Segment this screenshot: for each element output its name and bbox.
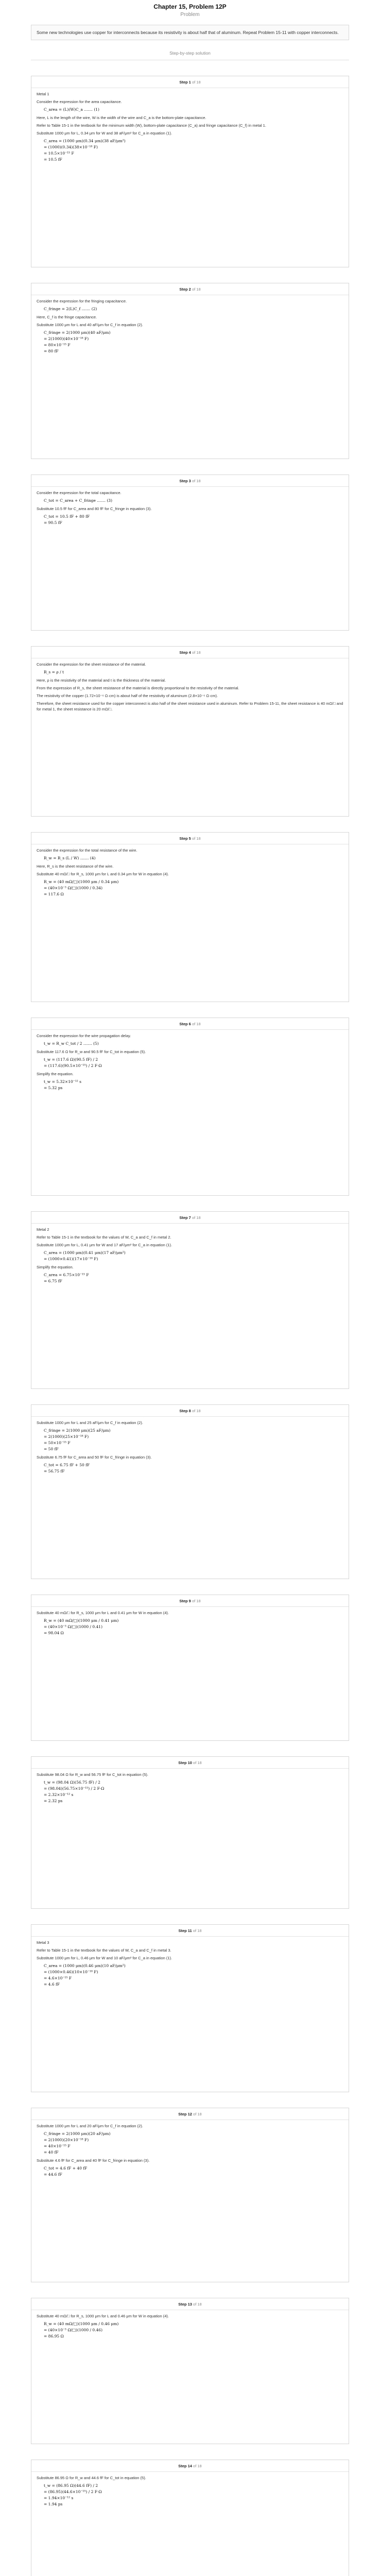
equation-line: = 80 fF xyxy=(44,349,59,353)
step-count: of 18 xyxy=(192,650,201,655)
equation-line: R_w = R_s (L / W) ....... (4) xyxy=(44,856,96,860)
step-title xyxy=(37,1408,343,1414)
step-1 xyxy=(31,76,349,267)
step-label: Step 3 xyxy=(179,479,191,483)
equation xyxy=(44,1963,343,1987)
step-body xyxy=(37,1227,343,1284)
step-title xyxy=(37,79,343,85)
step-text: Metal 2 xyxy=(37,1227,49,1232)
step-count: of 18 xyxy=(193,2464,202,2468)
step-count: of 18 xyxy=(193,2302,202,2307)
equation-line: = 2.32×10⁻¹² s xyxy=(44,1792,74,1797)
equation xyxy=(44,330,343,354)
step-label: Step 7 xyxy=(179,1215,191,1220)
step-8 xyxy=(31,1404,349,1579)
step-title xyxy=(37,2463,343,2469)
equation-line: = (98.04)(56.75×10⁻¹⁵) / 2 F·Ω xyxy=(44,1786,105,1791)
step-text: Consider the expression for the area capacitance. xyxy=(37,99,122,104)
equation-line: = 40 fF xyxy=(44,2150,59,2155)
equation-line: = 1.94×10⁻¹² s xyxy=(44,2496,74,2500)
equation-line: R_s = ρ / t xyxy=(44,670,64,674)
equation-line: = 2(1000)(40×10⁻¹⁸ F) xyxy=(44,336,89,341)
step-text: Substitute 1000 μm for L and 20 aF/μm for C_f in equation (2). xyxy=(37,2124,143,2128)
equation xyxy=(44,879,343,897)
equation xyxy=(44,1057,343,1069)
step-body xyxy=(37,490,343,526)
equation-line: C_tot = 10.5 fF + 80 fF xyxy=(44,514,90,519)
equation-line: = (1000×0.41)(17×10⁻¹⁸ F) xyxy=(44,1257,98,1261)
equation-line: = 80×10⁻¹⁵ F xyxy=(44,343,71,347)
step-count: of 18 xyxy=(192,479,201,483)
step-count: of 18 xyxy=(192,80,201,84)
equation-line: C_fringe = 2(1000 μm)(20 aF/μm) xyxy=(44,2131,111,2136)
step-divider xyxy=(31,1936,349,1937)
step-text: Consider the expression for the fringing capacitance. xyxy=(37,299,127,303)
equation xyxy=(44,2131,343,2155)
step-count: of 18 xyxy=(192,1599,201,1603)
equation-line: = 56.75 fF xyxy=(44,1469,65,1473)
step-count: of 18 xyxy=(192,836,201,841)
equation-line: C_area = (1000 μm)(0.46 μm)(10 aF/μm²) xyxy=(44,1963,126,1968)
equation xyxy=(44,1272,343,1284)
step-text: Simplify the equation. xyxy=(37,1072,74,1076)
equation xyxy=(44,1428,343,1452)
step-text: Here, R_s is the sheet resistance of the wire. xyxy=(37,864,114,869)
step-divider xyxy=(31,1606,349,1607)
step-5 xyxy=(31,832,349,1002)
page-title: Chapter 15, Problem 12P xyxy=(153,3,227,10)
step-label: Step 8 xyxy=(179,1409,191,1413)
equation-line: = 6.75 fF xyxy=(44,1279,62,1283)
equation-line: C_area = 6.75×10⁻¹⁵ F xyxy=(44,1273,89,1277)
step-label: Step 10 xyxy=(178,1760,192,1765)
step-label: Step 14 xyxy=(178,2464,192,2468)
step-title xyxy=(37,1021,343,1027)
step-10 xyxy=(31,1756,349,1909)
step-divider xyxy=(31,1416,349,1417)
step-text: Simplify the equation. xyxy=(37,1265,74,1269)
equation-line: C_fringe = 2(1000 μm)(40 aF/μm) xyxy=(44,330,111,335)
step-title xyxy=(37,650,343,655)
step-text: Consider the expression for the total capacitance. xyxy=(37,490,122,495)
step-body xyxy=(37,662,343,712)
equation-line: C_area = (1000 μm)(0.34 μm)(38 aF/μm²) xyxy=(44,139,126,143)
step-body xyxy=(37,848,343,897)
step-text: From the expression of R_s, the sheet resistance of the material is directly proportional to the resistivity of the material. xyxy=(37,686,239,690)
step-title xyxy=(37,1215,343,1221)
equation xyxy=(44,107,343,112)
step-title xyxy=(37,478,343,484)
equation-line: = 2(1000)(25×10⁻¹⁸ F) xyxy=(44,1434,89,1439)
equation xyxy=(44,1250,343,1262)
step-text: Substitute 1000 μm for L and 40 aF/μm for C_f in equation (2). xyxy=(37,323,143,327)
step-title xyxy=(37,1598,343,1604)
step-divider xyxy=(31,1029,349,1030)
step-count: of 18 xyxy=(192,1409,201,1413)
equation xyxy=(44,498,343,503)
step-divider xyxy=(31,1223,349,1224)
equation-line: R_w = (40 mΩ/□)(1000 μm / 0.41 μm) xyxy=(44,1618,119,1623)
equation-line: t_w = (117.6 Ω)(90.5 fF) / 2 xyxy=(44,1057,98,1062)
equation xyxy=(44,306,343,312)
step-title xyxy=(37,286,343,292)
equation-line: = 117.6 Ω xyxy=(44,892,64,896)
equation-line: = 50×10⁻¹⁵ F xyxy=(44,1440,71,1445)
step-11 xyxy=(31,1924,349,2092)
step-text: Substitute 40 mΩ/□ for R_s, 1000 μm for L and 0.41 μm for W in equation (4). xyxy=(37,1611,169,1615)
step-body xyxy=(37,1610,343,1636)
equation xyxy=(44,669,343,675)
equation-line: C_tot = 4.6 fF + 40 fF xyxy=(44,2166,88,2171)
step-count: of 18 xyxy=(193,2112,202,2116)
step-label: Step 6 xyxy=(179,1022,191,1026)
equation-line: = (40×10⁻³ Ω/□)(1000 / 0.41) xyxy=(44,1624,103,1629)
equation-line: R_w = (40 mΩ/□)(1000 μm / 0.34 μm) xyxy=(44,879,119,884)
equation xyxy=(44,1780,343,1804)
equation-line: = 40×10⁻¹⁵ F xyxy=(44,2144,71,2148)
step-text: Substitute 86.95 Ω for R_w and 44.6 fF for C_tot in equation (5). xyxy=(37,2476,146,2480)
equation-line: = 86.95 Ω xyxy=(44,2334,64,2338)
step-text: Metal 1 xyxy=(37,92,49,96)
step-9 xyxy=(31,1595,349,1741)
equation xyxy=(44,2165,343,2177)
equation-line: = 44.6 fF xyxy=(44,2172,62,2177)
equation-line: = 4.6 fF xyxy=(44,1982,60,1987)
step-text: Consider the expression for the sheet resistance of the material. xyxy=(37,662,146,667)
equation-line: = (86.95)(44.6×10⁻¹⁵) / 2 F·Ω xyxy=(44,2489,102,2494)
step-body xyxy=(37,298,343,354)
step-6 xyxy=(31,1018,349,1196)
step-text: Substitute 40 mΩ/□ for R_s, 1000 μm for L and 0.34 μm for W in equation (4). xyxy=(37,872,169,876)
step-title xyxy=(37,1760,343,1766)
step-text: Substitute 1000 μm for L, 0.41 μm for W and 17 aF/μm² for C_a in equation (1). xyxy=(37,1243,172,1247)
equation xyxy=(44,2321,343,2339)
equation xyxy=(44,138,343,162)
equation xyxy=(44,2483,343,2507)
step-label: Step 11 xyxy=(178,1928,192,1933)
step-label: Step 12 xyxy=(178,2112,192,2116)
equation xyxy=(44,1618,343,1636)
equation-line: = 2.32 ps xyxy=(44,1799,63,1803)
step-text: Substitute 1000 μm for L, 0.34 μm for W and 38 aF/μm² for C_a in equation (1). xyxy=(37,131,172,135)
problem-label: Problem xyxy=(180,12,200,18)
step-text: Substitute 40 mΩ/□ for R_s, 1000 μm for L and 0.46 μm for W in equation (4). xyxy=(37,2314,169,2318)
equation-line: = 50 fF xyxy=(44,1447,59,1451)
step-body xyxy=(37,91,343,162)
solution-label: Step-by-step solution xyxy=(169,50,211,56)
step-body xyxy=(37,1420,343,1474)
step-text: Refer to Table 15-1 in the textbook for the values of W, C_a and C_f in metal 3. xyxy=(37,1948,171,1953)
equation-line: = (117.6)(90.5×10⁻¹⁵) / 2 F·Ω xyxy=(44,1063,102,1068)
equation-line: t_w = R_w C_tot / 2 ....... (5) xyxy=(44,1041,99,1046)
page-header xyxy=(0,0,380,18)
equation-line: = (40×10⁻³ Ω/□)(1000 / 0.46) xyxy=(44,2328,103,2332)
step-label: Step 2 xyxy=(179,287,191,292)
equation xyxy=(44,1462,343,1474)
step-text: Substitute 1000 μm for L, 0.46 μm for W and 10 aF/μm² for C_a in equation (1). xyxy=(37,1956,172,1960)
step-label: Step 5 xyxy=(179,836,191,841)
equation-line: C_fringe = 2(L)C_f ....... (2) xyxy=(44,307,97,311)
equation-line: C_fringe = 2(1000 μm)(25 aF/μm) xyxy=(44,1428,111,1433)
step-title xyxy=(37,2301,343,2307)
equation-line: t_w = (98.04 Ω)(56.75 fF) / 2 xyxy=(44,1780,100,1785)
step-text: Refer to Table 15-1 in the textbook for the minimum width (W), bottom-plate capacitance (C_a) and fringe capacitance (C_f) in metal 1. xyxy=(37,123,266,128)
equation xyxy=(44,1041,343,1046)
step-text: Substitute 10.5 fF for C_area and 80 fF for C_fringe in equation (3). xyxy=(37,506,152,511)
step-2 xyxy=(31,283,349,459)
step-body xyxy=(37,2475,343,2507)
step-count: of 18 xyxy=(192,287,201,292)
step-text: Here, L is the length of the wire, W is the width of the wire and C_a is the bottom-plate capacitance. xyxy=(37,115,206,120)
step-14 xyxy=(31,2460,349,2576)
problem-statement: Some new technologies use copper for interconnects because its resistivity is about half that of aluminum. Repeat Problem 15-11 with copper interconnects. xyxy=(31,25,349,40)
step-body xyxy=(37,1940,343,1987)
step-4 xyxy=(31,646,349,817)
equation xyxy=(44,514,343,526)
step-body xyxy=(37,1033,343,1091)
equation-line: t_w = (86.95 Ω)(44.6 fF) / 2 xyxy=(44,2483,98,2488)
step-text: The resistivity of the copper (1.72×10⁻⁶ Ω·cm) is about half of the resistivity of aluminum (2.8×10⁻⁶ Ω·cm). xyxy=(37,693,218,698)
step-label: Step 9 xyxy=(179,1599,191,1603)
step-text: Consider the expression for the total resistance of the wire. xyxy=(37,848,137,853)
step-text: Substitute 98.04 Ω for R_w and 56.75 fF for C_tot in equation (5). xyxy=(37,1772,148,1777)
step-text: Here, C_f is the fringe capacitance. xyxy=(37,315,97,319)
equation-line: C_area = (L)(W)C_a ....... (1) xyxy=(44,107,99,112)
step-text: Substitute 1000 μm for L and 25 aF/μm for C_f in equation (2). xyxy=(37,1420,143,1425)
step-text: Metal 3 xyxy=(37,1940,49,1945)
equation-line: = 4.6×10⁻¹⁵ F xyxy=(44,1976,72,1980)
step-divider xyxy=(31,486,349,487)
step-body xyxy=(37,2313,343,2339)
step-text: Refer to Table 15-1 in the textbook for the values of W, C_a and C_f in metal 2. xyxy=(37,1235,171,1240)
step-title xyxy=(37,836,343,841)
equation-line: = 90.5 fF xyxy=(44,520,62,525)
equation-line: = (40×10⁻³ Ω/□)(1000 / 0.34) xyxy=(44,886,103,890)
step-count: of 18 xyxy=(192,1022,201,1026)
equation-line: C_tot = 6.75 fF + 50 fF xyxy=(44,1463,90,1467)
equation-line: = 5.32 ps xyxy=(44,1086,63,1090)
equation-line: R_w = (40 mΩ/□)(1000 μm / 0.46 μm) xyxy=(44,2321,119,2326)
step-text: Substitute 117.6 Ω for R_w and 90.5 fF for C_tot in equation (5). xyxy=(37,1049,146,1054)
step-divider xyxy=(31,2471,349,2472)
step-body xyxy=(37,1772,343,1804)
step-text: Therefore, the sheet resistance used for the copper interconnect is also half of the sheet resistance used in aluminum. Refer to Problem 15-11, the sheet resistance is 40 mΩ/□ and for metal 1, the sheet resistance is 20 mΩ/□. xyxy=(37,701,343,711)
step-label: Step 1 xyxy=(179,80,191,84)
steps-list xyxy=(31,76,349,2576)
step-count: of 18 xyxy=(193,1760,202,1765)
step-12 xyxy=(31,2108,349,2282)
equation-line: = (1000×0.46)(10×10⁻¹⁸ F) xyxy=(44,1970,98,1974)
equation-line: C_area = (1000 μm)(0.41 μm)(17 aF/μm²) xyxy=(44,1250,126,1255)
step-text: Consider the expression for the wire propagation delay. xyxy=(37,1033,131,1038)
step-text: Substitute 6.75 fF for C_area and 50 fF for C_fringe in equation (3). xyxy=(37,1455,152,1460)
step-3 xyxy=(31,474,349,631)
step-count: of 18 xyxy=(193,1928,202,1933)
equation-line: = 2(1000)(20×10⁻¹⁸ F) xyxy=(44,2138,89,2142)
step-body xyxy=(37,2123,343,2177)
step-text: Substitute 4.6 fF for C_area and 40 fF for C_fringe in equation (3). xyxy=(37,2158,150,2163)
step-label: Step 4 xyxy=(179,650,191,655)
equation-line: t_w = 5.32×10⁻¹² s xyxy=(44,1079,81,1084)
equation xyxy=(44,1079,343,1091)
step-13 xyxy=(31,2298,349,2444)
equation-line: = 98.04 Ω xyxy=(44,1631,64,1635)
equation-line: C_tot = C_area + C_fringe ....... (3) xyxy=(44,498,112,503)
equation-line: = (1000)(0.34)(38×10⁻¹⁸ F) xyxy=(44,145,98,149)
step-text: Here, ρ is the resistivity of the material and t is the thickness of the material. xyxy=(37,678,166,683)
equation-line: = 10.5×10⁻¹⁵ F xyxy=(44,151,74,156)
step-title xyxy=(37,2111,343,2117)
step-count: of 18 xyxy=(192,1215,201,1220)
equation-line: = 1.94 ps xyxy=(44,2502,63,2506)
step-title xyxy=(37,1928,343,1934)
step-7 xyxy=(31,1211,349,1389)
equation-line: = 10.5 fF xyxy=(44,157,62,162)
step-label: Step 13 xyxy=(178,2302,192,2307)
step-divider xyxy=(31,1768,349,1769)
equation xyxy=(44,855,343,861)
